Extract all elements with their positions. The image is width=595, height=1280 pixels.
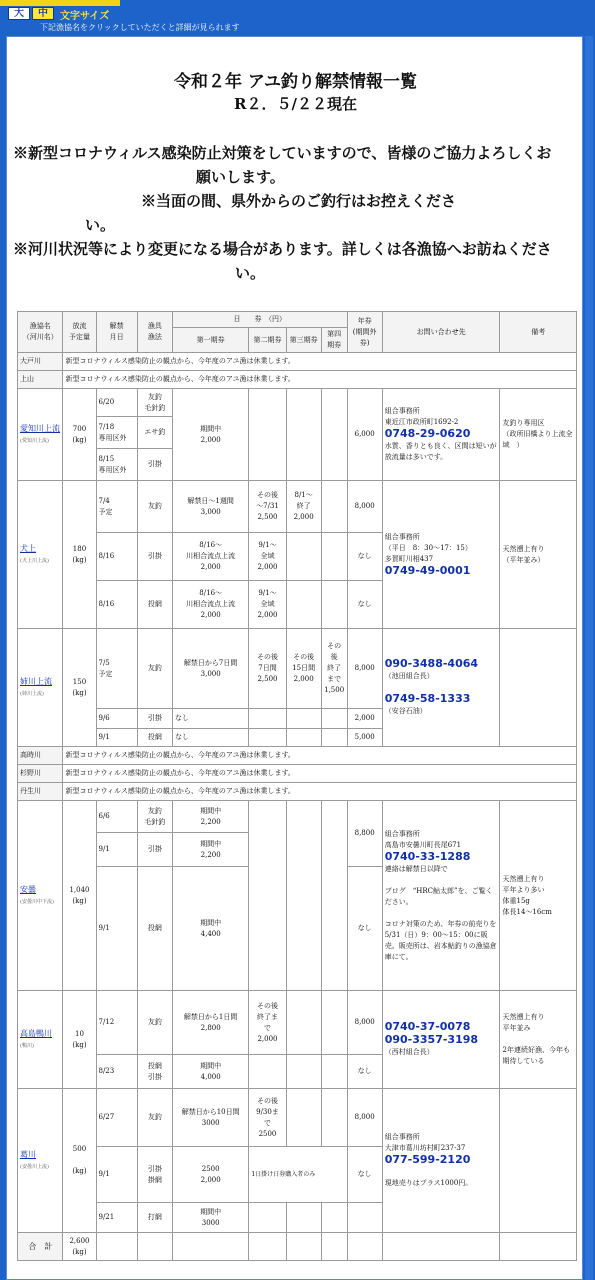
link-echi[interactable]: 愛知川上流 (20, 423, 60, 433)
total-value: 2,600 (kg) (63, 1233, 96, 1261)
table-row (18, 801, 577, 833)
closed-message: 新型コロナウィルス感染防止の観点から、今年度のアユ漁は休業します。 (63, 747, 577, 765)
river-kouta[interactable]: 高時川 (18, 747, 63, 765)
table-row (18, 371, 577, 389)
open-date: 7/5 予定 (96, 629, 137, 709)
open-date: 6/6 (96, 801, 137, 833)
table-row (18, 629, 577, 709)
phone-link[interactable]: 0748-29-0620 (384, 427, 471, 440)
fishing-table (17, 311, 577, 1261)
day-ticket-2: その後 ～7/31 2,500 (249, 481, 286, 533)
contact (382, 389, 500, 481)
river-sub: (安曇川上流) (20, 1163, 49, 1170)
river-sub: (安曇川中下流) (20, 898, 54, 905)
open-date: 8/15 専用区外 (96, 449, 137, 481)
contact-blog: ブログ “HRC鮎太郎”を、ご覧ください。 (384, 886, 493, 906)
method: 友釣 (137, 1089, 172, 1147)
method: 友釣 (137, 991, 172, 1055)
notice-change-line2: い。 (235, 264, 266, 282)
phone-link[interactable]: 090-3357-3198 (384, 1033, 479, 1046)
day-ticket: 期間中 2,200 (172, 801, 248, 833)
header-contact: お問い合わせ先 (382, 312, 500, 353)
remarks: 友釣り専用区 （政所旧橋より上流全域 ） (500, 389, 577, 481)
open-date: 9/1 (96, 1147, 137, 1203)
contact (382, 801, 500, 991)
method: 投網 (137, 581, 172, 629)
method: 引掛 (137, 709, 172, 729)
day-ticket-1: 解禁日から1日間 2,800 (172, 991, 248, 1055)
table-row (18, 481, 577, 533)
table-row (18, 765, 577, 783)
page-title: 令和２年 アユ釣り解禁情報一覧 (173, 72, 418, 92)
day-ticket-2: その後 7日間 2,500 (249, 629, 286, 709)
amount: 10 (kg) (63, 991, 96, 1089)
phone-link[interactable]: 0740-37-0078 (384, 1020, 471, 1033)
open-date: 6/20 (96, 389, 137, 417)
method: 友釣 (137, 629, 172, 709)
amount: 500 (kg) (63, 1089, 96, 1233)
day-ticket: 期間中 3000 (172, 1203, 248, 1233)
day-ticket-1: 解禁日～1週間 3,000 (172, 481, 248, 533)
day-ticket-2: その後 終了ま で 2,000 (249, 991, 286, 1055)
remarks: 天然遡上有り 平年並み 2年連続好漁、今年も期待している (500, 991, 577, 1089)
header-period4: 第四期券 (321, 328, 347, 353)
top-bar (0, 0, 595, 34)
method: 引掛 (137, 833, 172, 867)
season-ticket: なし (347, 1055, 382, 1089)
scrollbar[interactable] (585, 36, 593, 1280)
day-ticket-note: 1日掛け日券購入者のみ (249, 1147, 347, 1203)
phone-link[interactable]: 0749-49-0001 (384, 563, 471, 577)
link-kuzu[interactable]: 葛川 (20, 1149, 36, 1159)
header-day-ticket: 日 券 （円） (172, 312, 347, 328)
remarks: 天然遡上有り （平年並み） (500, 481, 577, 629)
method: エサ釣 (137, 417, 172, 449)
day-ticket-1: 解禁日から7日間 3,000 (172, 629, 248, 709)
open-date: 9/1 (96, 867, 137, 991)
day-ticket-2: 9/1～ 全域 2,000 (249, 581, 286, 629)
remarks: 天然遡上有り 平年より多い 体重15g 体長14～16cm (500, 801, 577, 991)
day-ticket: 期間中 4,000 (172, 1055, 248, 1089)
header-open: 解禁 月日 (96, 312, 137, 353)
day-ticket: 期間中 4,400 (172, 867, 248, 991)
open-date: 9/21 (96, 1203, 137, 1233)
open-date: 8/16 (96, 581, 137, 629)
table-row (18, 389, 577, 417)
font-size-label: 文字サイズ (60, 11, 110, 22)
contact-text: 組合事務所 大津市葛川坊村町237-37 (384, 1133, 466, 1152)
method: 投網 (137, 867, 172, 991)
contact-text: 組合事務所 東近江市政所町1692-2 (384, 407, 459, 426)
contact-covid: コロナ対策のため、年券の前売りを5/31（日）9：00～15：00に販売。販売所は、岩本鮎釣りの漁協倉庫にて。 (384, 919, 497, 961)
day-ticket-3: その後 15日間 2,000 (286, 629, 321, 709)
method: 引掛 掛網 (137, 1147, 172, 1203)
table-row (18, 747, 577, 765)
contact-text: 組合事務所 高島市安曇川町長尾671 (384, 829, 462, 849)
table-row (18, 991, 577, 1055)
notice-covid-line1: ※新型コロナウィルス感染防止対策をしていますので、皆様のご協力よろしくお (13, 144, 552, 162)
season-ticket: 8,800 (347, 801, 382, 867)
river-daido[interactable]: 大戸川 (18, 353, 63, 371)
cell-river-takashima (18, 991, 63, 1089)
day-ticket-1: 8/16～ 川相合流点上流 2,000 (172, 533, 248, 581)
season-ticket: なし (347, 581, 382, 629)
river-sub: (愛知川上流) (20, 437, 49, 444)
contact-text: （安谷石油） (384, 707, 427, 715)
cell-river-sakata (18, 629, 63, 747)
notice-travel-line2: い。 (85, 216, 116, 234)
header-period3: 第三期券 (286, 328, 321, 353)
header-amount: 放流 予定量 (63, 312, 96, 353)
open-date: 6/27 (96, 1089, 137, 1147)
cell-river-echi (18, 389, 63, 481)
season-ticket: 5,000 (347, 729, 382, 747)
open-date: 8/16 (96, 533, 137, 581)
amount: 150 (kg) (63, 629, 96, 747)
method: 投網 (137, 729, 172, 747)
open-date: 9/6 (96, 709, 137, 729)
day-ticket-1: 8/16～ 川相合流点上流 2,000 (172, 581, 248, 629)
contact (382, 1089, 500, 1233)
amount: 1,040 (kg) (63, 801, 96, 991)
day-ticket-2: 9/1～ 全域 2,000 (249, 533, 286, 581)
cell-river-ado (18, 801, 63, 991)
method: 打網 (137, 1203, 172, 1233)
total-label: 合 計 (18, 1233, 63, 1261)
contact (382, 481, 500, 629)
closed-message: 新型コロナウィルス感染防止の観点から、今年度のアユ漁は休業します。 (63, 783, 577, 801)
table-row (18, 353, 577, 371)
open-date: 7/12 (96, 991, 137, 1055)
contact-text: （池田組合長） (384, 672, 434, 680)
notice-change (13, 237, 573, 285)
header-period1: 第一期券 (172, 328, 248, 353)
method: 投網 引掛 (137, 1055, 172, 1089)
header-remarks: 備考 (500, 312, 577, 353)
river-sub: (鴨川) (20, 1042, 34, 1049)
open-date: 9/1 (96, 729, 137, 747)
contact (382, 991, 500, 1089)
season-ticket: 6,000 (347, 389, 382, 481)
top-accent (0, 0, 120, 6)
contact-note: 連絡は解禁日以降で (384, 864, 448, 873)
contact-text: 組合事務所 （平日 8：30～17：15） 多賀町川相437 (384, 532, 472, 563)
closed-message: 新型コロナウィルス感染防止の観点から、今年度のアユ漁は休業します。 (63, 765, 577, 783)
table-row (18, 1089, 577, 1147)
page-date: R２．５/２２現在 (234, 95, 357, 113)
day-ticket: なし (172, 709, 248, 729)
contact-note: 水質、香りとも良く、区間は短いが放流量は多いです。 (384, 442, 497, 461)
day-ticket-2: その後 9/30ま で 2500 (249, 1089, 286, 1147)
phone-link[interactable]: 090-3488-4064 (384, 657, 479, 670)
river-ueyama[interactable]: 上山 (18, 371, 63, 389)
link-inukami[interactable]: 犬上 (20, 543, 36, 553)
day-ticket-1: 2500 2,000 (172, 1147, 248, 1203)
cell-river-inukami (18, 481, 63, 629)
link-sakata[interactable]: 姉川上流 (20, 676, 52, 686)
day-ticket-4: その後 終了 まで 1,500 (321, 629, 347, 709)
amount: 700 (kg) (63, 389, 96, 481)
header-name: 漁協名 （河川名） (18, 312, 63, 353)
open-date: 9/1 (96, 833, 137, 867)
font-size-medium-button[interactable]: 中 (32, 7, 54, 20)
method: 友釣 (137, 481, 172, 533)
contact (382, 629, 500, 747)
river-sugino[interactable]: 杉野川 (18, 765, 63, 783)
open-date: 7/4 予定 (96, 481, 137, 533)
day-ticket: 期間中 2,000 (172, 389, 248, 481)
season-ticket: 8,000 (347, 1089, 382, 1147)
table-row (18, 783, 577, 801)
phone-link[interactable]: 0749-58-1333 (384, 692, 471, 705)
method: 友釣 毛針釣 (137, 389, 172, 417)
amount: 180 (kg) (63, 481, 96, 629)
notice-covid (13, 141, 573, 189)
day-ticket-3: 8/1～ 終了 2,000 (286, 481, 321, 533)
link-ado[interactable]: 安曇 (20, 884, 36, 894)
day-ticket: 期間中 2,200 (172, 833, 248, 867)
notice-travel-line1: ※当面の間、県外からのご釣行はお控えくださ (141, 192, 457, 210)
river-sub: (犬上川上流) (20, 557, 49, 564)
link-takashima[interactable]: 高島鴨川 (20, 1028, 52, 1038)
closed-message: 新型コロナウィルス感染防止の観点から、今年度のアユ漁は休業します。 (63, 353, 577, 371)
header-season: 年券 (期間外券) (347, 312, 382, 353)
closed-message: 新型コロナウィルス感染防止の観点から、今年度のアユ漁は休業します。 (63, 371, 577, 389)
notice-change-line1: ※河川状況等により変更になる場合があります。詳しくは各漁協へお訪ねくださ (13, 240, 552, 258)
method: 引掛 (137, 533, 172, 581)
season-ticket: 2,000 (347, 709, 382, 729)
notice-travel (13, 189, 573, 237)
contact-text: （西村組合長） (384, 1048, 434, 1056)
contact-note: 現地売りはプラス1000円。 (384, 1179, 473, 1187)
day-ticket: なし (172, 729, 248, 747)
phone-link[interactable]: 077-599-2120 (384, 1153, 471, 1166)
content-panel (6, 36, 583, 1280)
open-date: 7/18 専用区外 (96, 417, 137, 449)
river-nyu[interactable]: 丹生川 (18, 783, 63, 801)
notice-covid-line2: 願いします。 (196, 168, 285, 186)
season-ticket: なし (347, 1147, 382, 1203)
phone-link[interactable]: 0740-33-1288 (384, 849, 471, 863)
season-ticket: 8,000 (347, 991, 382, 1055)
open-date: 8/23 (96, 1055, 137, 1089)
season-ticket: なし (347, 533, 382, 581)
cell-river-kuzu (18, 1089, 63, 1233)
instruction-text: 下記漁協名をクリックしていただくと詳細が見られます (40, 23, 240, 32)
method: 友釣 毛針釣 (137, 801, 172, 833)
table-row-total (18, 1233, 577, 1261)
font-size-large-button[interactable]: 大 (8, 7, 30, 20)
header-period2: 第二期券 (249, 328, 286, 353)
season-ticket: 8,000 (347, 629, 382, 709)
season-ticket: 8,000 (347, 481, 382, 533)
method: 引掛 (137, 449, 172, 481)
day-ticket-1: 解禁日から10日間 3000 (172, 1089, 248, 1147)
season-ticket: なし (347, 867, 382, 991)
header-method: 漁具 漁法 (137, 312, 172, 353)
river-sub: (姉川上流) (20, 690, 44, 697)
